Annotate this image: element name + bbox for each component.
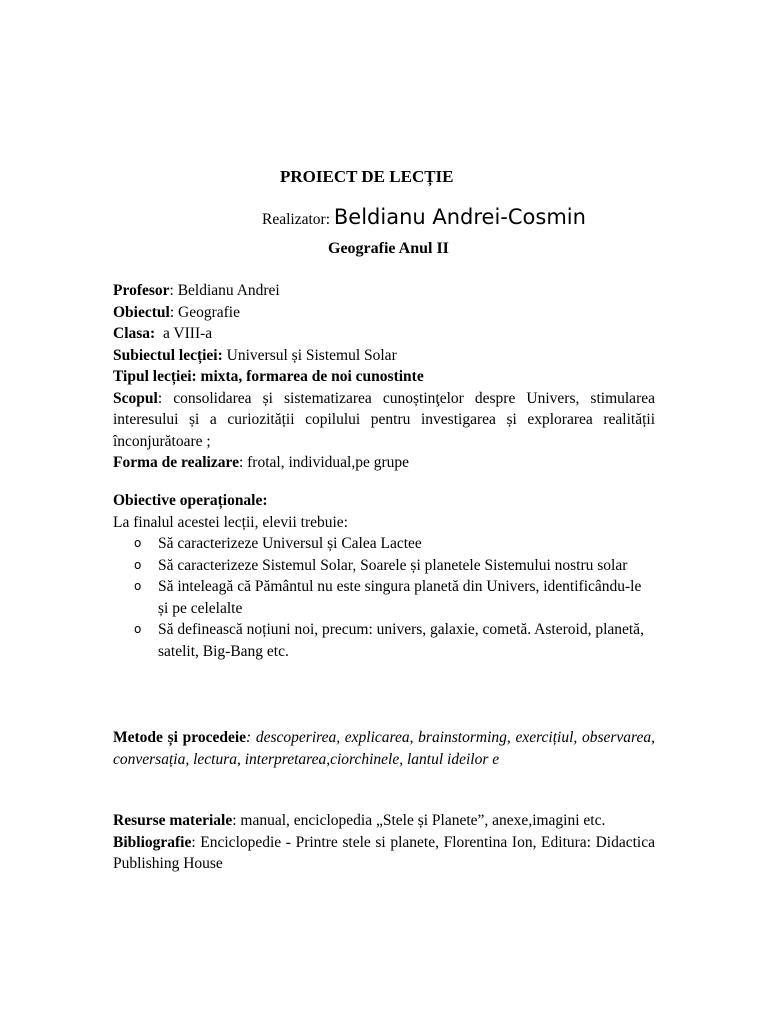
realizator-name: Beldianu Andrei-Cosmin bbox=[333, 205, 586, 229]
field-label: Tipul lecției: bbox=[113, 368, 197, 385]
metode-paragraph bbox=[113, 727, 655, 770]
resurse-text: : manual, enciclopedia „Stele și Planete”, anexe,imagini etc. bbox=[232, 812, 606, 829]
list-item bbox=[113, 576, 655, 619]
field-sep: : bbox=[169, 282, 174, 299]
field-value: Beldianu Andrei bbox=[173, 282, 280, 299]
field-label: Obiectul bbox=[113, 303, 170, 321]
list-item-text: Să definească noțiuni noi, precum: univers, galaxie, cometă. Asteroid, planetă, satelit, Big-Bang etc. bbox=[158, 621, 644, 660]
bibliografie-paragraph bbox=[113, 832, 655, 875]
list-item bbox=[113, 619, 655, 662]
field-value: Geografie bbox=[174, 303, 240, 321]
forma-text: : frotal, individual,pe grupe bbox=[238, 454, 409, 471]
list-item-text: Să caracterizeze Sistemul Solar, Soarele și planetele Sistemului nostru solar bbox=[158, 556, 628, 574]
field-value: Universul și Sistemul Solar bbox=[222, 346, 397, 364]
field-scopul bbox=[113, 388, 655, 453]
field-forma bbox=[113, 452, 655, 474]
field-profesor bbox=[113, 280, 655, 302]
field-sep: : bbox=[169, 303, 175, 321]
list-item bbox=[113, 555, 655, 577]
bibliografie-label: Bibliografie bbox=[113, 833, 192, 851]
list-item-text: Să inteleagă că Pământul nu este singura planetă din Univers, identificându-le și pe celelalte bbox=[158, 578, 642, 617]
resurse-paragraph bbox=[113, 810, 655, 832]
field-subiectul bbox=[113, 345, 655, 367]
realizator-line bbox=[262, 207, 586, 231]
document-subtitle: Geografie Anul II bbox=[328, 240, 449, 257]
scopul-text: : consolidarea și sistematizarea cunoștinţelor despre Univers, stimularea interesului și a curiozității copilului pentru investigarea și explorarea realității înconjurătoare ; bbox=[113, 389, 655, 450]
bullet-icon: o bbox=[134, 557, 142, 572]
document-title: PROIECT DE LECȚIE bbox=[280, 167, 454, 186]
field-value: mixta, formarea de noi cunostinte bbox=[196, 368, 424, 385]
metode-label: Metode și procedeie bbox=[113, 729, 247, 746]
lesson-fields bbox=[113, 280, 655, 474]
scopul-label: Scopul bbox=[113, 389, 158, 407]
field-obiectul bbox=[113, 302, 655, 324]
field-label: Clasa: bbox=[113, 325, 156, 342]
field-tipul bbox=[113, 366, 655, 388]
obiective-intro: La finalul acestei lecții, elevii trebuie: bbox=[113, 513, 348, 531]
metode-section bbox=[113, 727, 655, 770]
obiective-heading: Obiective operaționale: bbox=[113, 492, 268, 509]
field-value: a VIII-a bbox=[155, 325, 213, 342]
obiective-list bbox=[113, 533, 655, 662]
bullet-icon: o bbox=[134, 536, 142, 550]
resurse-section bbox=[113, 810, 655, 875]
metode-text: : descoperirea, explicarea, brainstorming, exercițiul, observarea, conversația, lectura, interpretarea,ciorchinele, lantul ideilor e bbox=[113, 729, 655, 768]
list-item bbox=[113, 533, 655, 555]
field-label: Profesor bbox=[113, 282, 170, 299]
obiective-section bbox=[113, 490, 655, 662]
resurse-label: Resurse materiale bbox=[113, 812, 233, 829]
bibliografie-text: : Enciclopedie - Printre stele si planete, Florentina Ion, Editura: Didactica Publishing House bbox=[113, 833, 655, 872]
realizator-label: Realizator: bbox=[262, 211, 330, 228]
bullet-icon: o bbox=[134, 579, 142, 593]
bullet-icon: o bbox=[134, 622, 142, 636]
field-label: Subiectul lecției: bbox=[113, 346, 223, 364]
list-item-text: Să caracterizeze Universul și Calea Lactee bbox=[158, 535, 422, 552]
field-clasa bbox=[113, 323, 655, 345]
forma-label: Forma de realizare bbox=[113, 454, 239, 471]
